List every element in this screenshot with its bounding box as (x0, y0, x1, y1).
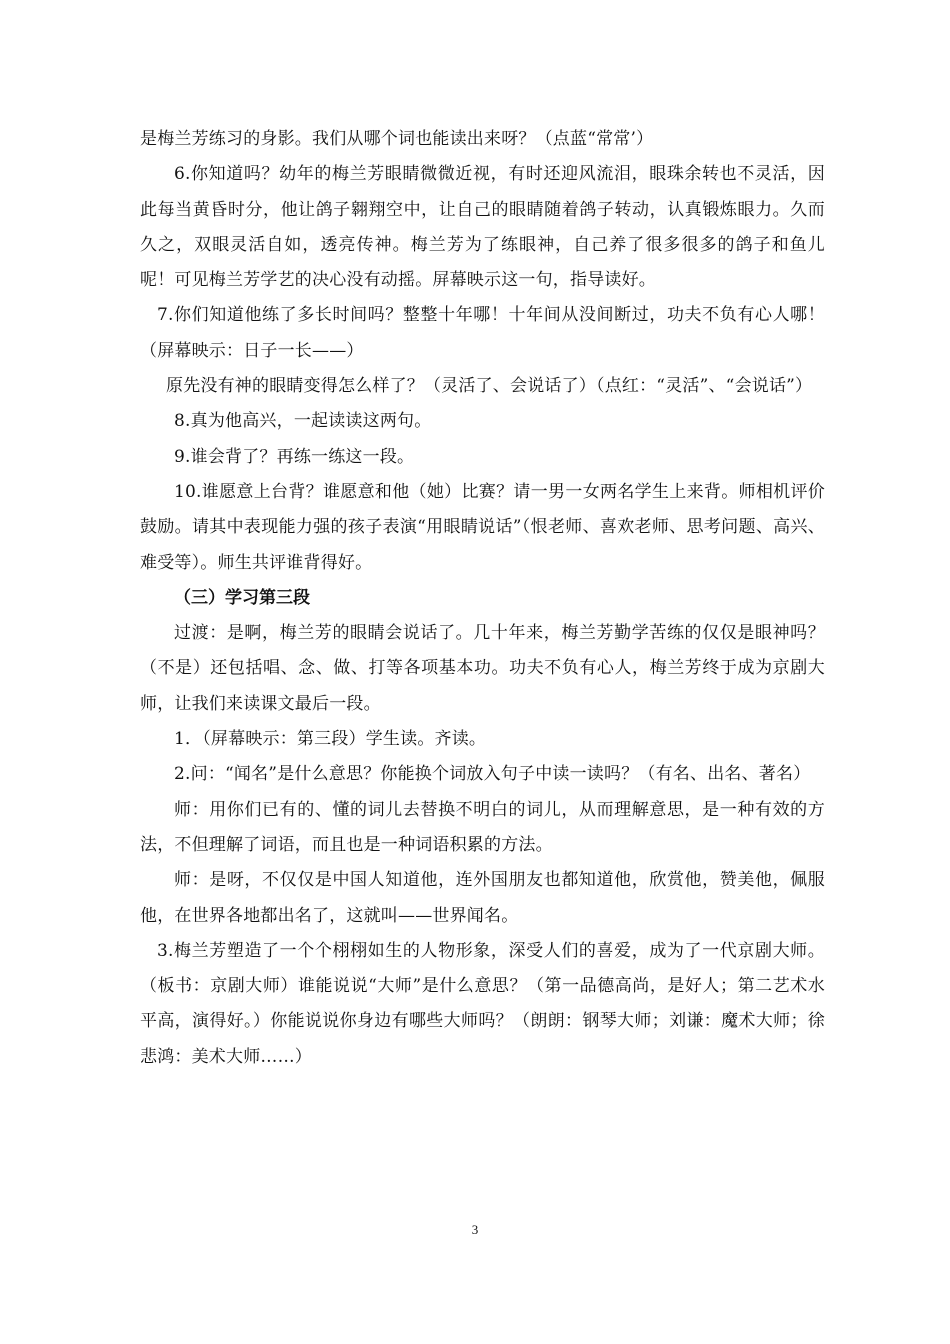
paragraph: 7.你们知道他练了多长时间吗？整整十年哪！十年间从没间断过，功夫不负有心人哪！（屏幕映示：日子一长——） (140, 305, 825, 361)
paragraph: 过渡：是啊，梅兰芳的眼睛会说话了。几十年来，梅兰芳勤学苦练的仅仅是眼神吗？（不是）还包括唱、念、做、打等各项基本功。功夫不负有心人，梅兰芳终于成为京剧大师，让我们来读课文最后一段。 (140, 623, 825, 714)
document-body (140, 122, 825, 1075)
paragraph: 2.问：“闻名”是什么意思？你能换个词放入句子中读一读吗？（有名、出名、著名） (174, 764, 811, 785)
paragraph: 师：用你们已有的、懂的词儿去替换不明白的词儿，从而理解意思，是一种有效的方法，不但理解了词语，而且也是一种词语积累的方法。 (140, 799, 825, 855)
paragraph: 9.谁会背了？再练一练这一段。 (174, 446, 415, 467)
paragraph: 10.谁愿意上台背？谁愿意和他（她）比赛？请一男一女两名学生上来背。师相机评价鼓励。请其中表现能力强的孩子表演“用眼睛说话”（恨老师、喜欢老师、思考问题、高兴、难受等）。师生共评谁背得好。 (140, 481, 825, 573)
paragraph: 6.你知道吗？幼年的梅兰芳眼睛微微近视，有时还迎风流泪，眼珠余转也不灵活，因此每当黄昏时分，他让鸽子翱翔空中，让自己的眼睛随着鸽子转动，认真锻炼眼力。久而久之，双眼灵活自如，透亮传神。梅兰芳为了练眼神，自己养了很多很多的鸽子和鱼儿呢！可见梅兰芳学艺的决心没有动摇。屏幕映示这一句，指导读好。 (140, 164, 825, 291)
paragraph: 1．（屏幕映示：第三段）学生读。齐读。 (174, 729, 487, 750)
paragraph: 原先没有神的眼睛变得怎么样了？（灵活了、会说话了）（点红：“灵活”、“会说话”） (166, 376, 813, 397)
page-number: 3 (471, 1222, 479, 1237)
paragraph: 8.真为他高兴，一起读读这两句。 (174, 411, 432, 432)
paragraph: 3.梅兰芳塑造了一个个栩栩如生的人物形象，深受人们的喜爱，成为了一代京剧大师。（板书：京剧大师）谁能说说“大师”是什么意思？（第一品德高尚，是好人；第二艺术水平高，演得好。）你能说说你身边有哪些大师吗？（朗朗：钢琴大师；刘谦：魔术大师；徐悲鸿：美术大师……） (140, 940, 825, 1067)
paragraph: 师：是呀，不仅仅是中国人知道他，连外国朋友也都知道他，欣赏他，赞美他，佩服他，在世界各地都出名了，这就叫——世界闻名。 (140, 870, 825, 926)
section-heading: （三）学习第三段 (174, 587, 310, 608)
paragraph: 是梅兰芳练习的身影。我们从哪个词也能读出来呀？（点蓝“常常’） (140, 129, 654, 149)
